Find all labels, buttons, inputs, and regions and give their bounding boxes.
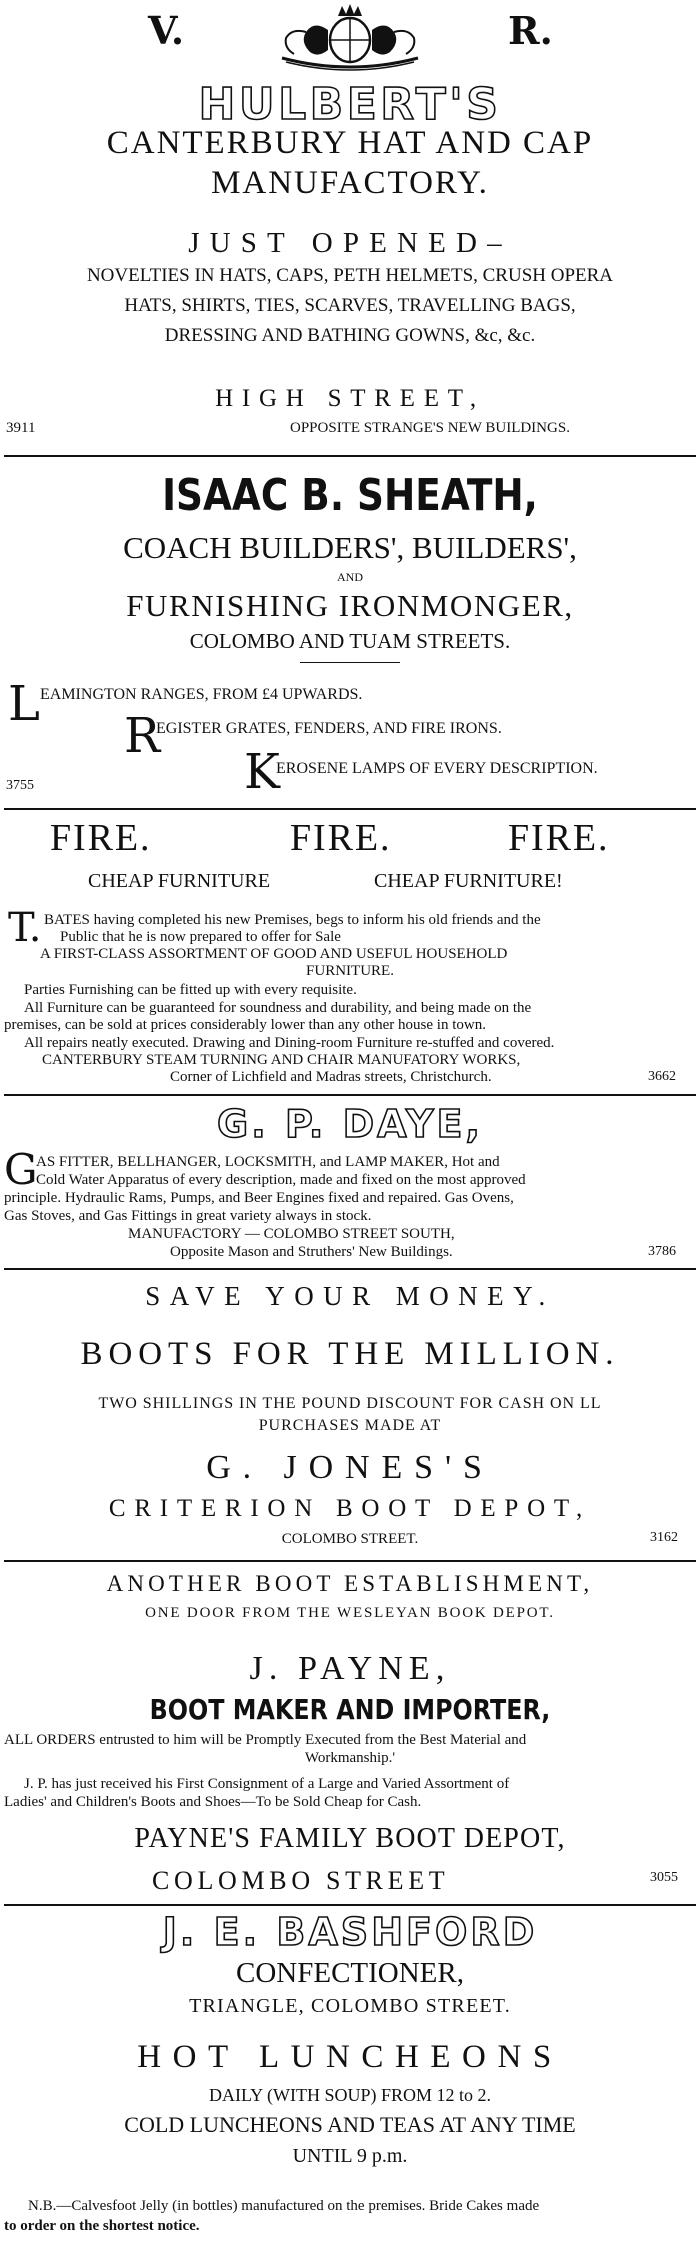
sheath-item2-initial: R <box>124 708 161 764</box>
divider <box>4 1904 696 1906</box>
payne-street: COLOMBO STREET <box>152 1866 450 1895</box>
payne-another: ANOTHER BOOT ESTABLISHMENT, <box>106 1571 594 1596</box>
jones-ref-number: 3162 <box>650 1530 678 1545</box>
hulbert-title-line2: MANUFACTORY. <box>211 165 489 201</box>
daye-line6: Opposite Mason and Struthers' New Buildings. <box>170 1244 453 1260</box>
jones-line2: PURCHASES MADE AT <box>258 1417 442 1434</box>
payne-ref-number: 3055 <box>650 1870 678 1885</box>
daye-line5: MANUFACTORY — COLOMBO STREET SOUTH, <box>128 1226 455 1242</box>
bates-para1-line4: FURNITURE. <box>306 963 394 979</box>
bashford-name: J. E. BASHFORD <box>162 1910 538 1954</box>
divider <box>4 1094 696 1096</box>
jones-name: G. JONES'S <box>206 1449 494 1486</box>
divider <box>4 1268 696 1270</box>
bashford-nb-line1: N.B.—Calvesfoot Jelly (in bottles) manufactured on the premises. Bride Cakes made <box>28 2198 540 2214</box>
sheath-item1-text: EAMINGTON RANGES, FROM £4 UPWARDS. <box>40 686 363 703</box>
hulbert-street: HIGH STREET, <box>215 385 485 412</box>
jones-depot: CRITERION BOOT DEPOT, <box>108 1495 592 1522</box>
crest-left-letter: V. <box>148 8 185 53</box>
jones-save: SAVE YOUR MONEY. <box>145 1281 555 1311</box>
bates-fire-1: FIRE. <box>50 817 152 859</box>
bates-para1-line2: Public that he is now prepared to offer for Sale <box>60 929 341 945</box>
hulbert-line2: HATS, SHIRTS, TIES, SCARVES, TRAVELLING BAGS, <box>124 295 576 316</box>
daye-initial: G <box>4 1145 38 1194</box>
crest-header <box>0 0 700 78</box>
sheath-line1: COACH BUILDERS', BUILDERS', <box>123 530 577 565</box>
crest-right-letter: R. <box>508 8 553 53</box>
sheath-line2: FURNISHING IRONMONGER, <box>126 588 574 623</box>
divider <box>4 1560 696 1562</box>
daye-line3: principle. Hydraulic Rams, Pumps, and Beer Engines fixed and repaired. Gas Ovens, <box>4 1190 514 1206</box>
bates-para2: Parties Furnishing can be fitted up with every requisite. <box>24 982 357 998</box>
bates-cheap-2: CHEAP FURNITURE! <box>374 870 563 892</box>
hulbert-line1: NOVELTIES IN HATS, CAPS, PETH HELMETS, CRUSH OPERA <box>86 265 614 286</box>
payne-line4: Ladies' and Children's Boots and Shoes—To be Sold Cheap for Cash. <box>4 1794 422 1810</box>
hulbert-name: HULBERT'S <box>198 79 502 130</box>
bates-initial: T. <box>8 905 42 951</box>
divider <box>4 455 696 457</box>
short-divider <box>300 662 400 663</box>
daye-ref-number: 3786 <box>648 1244 676 1259</box>
bates-para3-line1: All Furniture can be guaranteed for soundness and durability, and being made on the <box>24 1000 532 1016</box>
bates-para1-line1: BATES having completed his new Premises, begs to inform his old friends and the <box>44 912 541 928</box>
daye-name: G. P. DAYE, <box>216 1102 484 1146</box>
bates-para4: All repairs neatly executed. Drawing and Dining-room Furniture re-stuffed and covered. <box>24 1035 555 1051</box>
hulbert-line3: DRESSING AND BATHING GOWNS, &c, &c. <box>164 325 536 346</box>
bates-fire-3: FIRE. <box>508 817 610 859</box>
sheath-and: AND <box>337 570 363 584</box>
bashford-hot: HOT LUNCHEONS <box>137 2039 563 2075</box>
hulbert-ref-number: 3911 <box>6 420 36 436</box>
bates-fire-2: FIRE. <box>290 817 392 859</box>
sheath-name: ISAAC B. SHEATH, <box>162 470 538 521</box>
payne-line3: J. P. has just received his First Consignment of a Large and Varied Assortment of <box>24 1776 510 1792</box>
bates-cheap-1: CHEAP FURNITURE <box>88 870 271 892</box>
sheath-item2-text: EGISTER GRATES, FENDERS, AND FIRE IRONS. <box>156 720 502 737</box>
divider <box>4 808 696 810</box>
bashford-title: CONFECTIONER, <box>236 1957 464 1989</box>
bates-para3-line2: premises, can be sold at prices considerably lower than any other house in town. <box>4 1017 486 1033</box>
bates-corner: Corner of Lichfield and Madras streets, Christchurch. <box>170 1069 492 1085</box>
jones-boots: BOOTS FOR THE MILLION. <box>80 1336 620 1372</box>
payne-name: J. PAYNE, <box>249 1650 451 1687</box>
sheath-item1-initial: L <box>8 676 40 732</box>
bates-works: CANTERBURY STEAM TURNING AND CHAIR MANUFATORY WORKS, <box>42 1052 521 1068</box>
payne-line1: ALL ORDERS entrusted to him will be Promptly Executed from the Best Material and <box>4 1732 527 1748</box>
bashford-nb-line2: to order on the shortest notice. <box>4 2218 200 2234</box>
jones-street: COLOMBO STREET. <box>281 1531 419 1547</box>
hulbert-just-opened: JUST OPENED– <box>188 227 512 259</box>
bashford-until: UNTIL 9 p.m. <box>292 2145 408 2167</box>
jones-line1: TWO SHILLINGS IN THE POUND DISCOUNT FOR CASH ON LL <box>98 1395 602 1412</box>
royal-coat-of-arms-icon <box>262 2 438 72</box>
sheath-line3: COLOMBO AND TUAM STREETS. <box>189 629 511 653</box>
daye-line2: Cold Water Apparatus of every description, made and fixed on the most approved <box>36 1172 526 1188</box>
bates-para1-line3: A FIRST-CLASS ASSORTMENT OF GOOD AND USEFUL HOUSEHOLD <box>40 946 508 962</box>
payne-family: PAYNE'S FAMILY BOOT DEPOT, <box>134 1823 566 1854</box>
payne-door: ONE DOOR FROM THE WESLEYAN BOOK DEPOT. <box>145 1605 555 1621</box>
hulbert-title-line1: CANTERBURY HAT AND CAP <box>106 125 594 161</box>
daye-line1: AS FITTER, BELLHANGER, LOCKSMITH, and LAMP MAKER, Hot and <box>36 1154 500 1170</box>
payne-title: BOOT MAKER AND IMPORTER, <box>149 1693 551 1726</box>
bashford-daily: DAILY (WITH SOUP) FROM 12 to 2. <box>208 2085 492 2105</box>
payne-line2: Workmanship.' <box>304 1750 396 1766</box>
bashford-cold: COLD LUNCHEONS AND TEAS AT ANY TIME <box>124 2112 576 2137</box>
daye-line4: Gas Stoves, and Gas Fittings in great variety always in stock. <box>4 1208 372 1224</box>
bashford-location: TRIANGLE, COLOMBO STREET. <box>189 1995 511 2017</box>
sheath-item3-text: EROSENE LAMPS OF EVERY DESCRIPTION. <box>276 760 598 777</box>
bates-ref-number: 3662 <box>648 1069 676 1084</box>
sheath-ref-number: 3755 <box>6 778 34 793</box>
sheath-item3-initial: K <box>244 744 280 800</box>
hulbert-location: OPPOSITE STRANGE'S NEW BUILDINGS. <box>290 420 570 436</box>
